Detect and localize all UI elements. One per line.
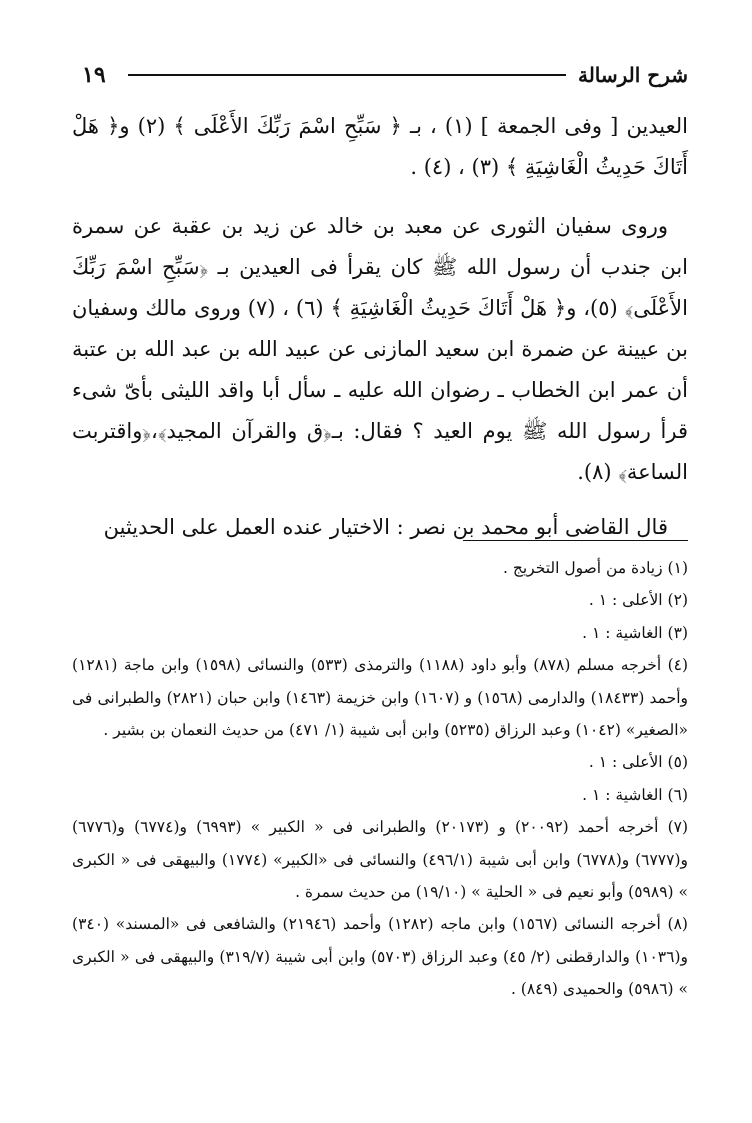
footnote-number: (٣) — [667, 623, 688, 642]
footnote-text: أخرجه النسائى (١٥٦٧) وابن ماجه (١٢٨٢) وأحمد (٢١٩٤٦) والشافعى فى «المسند» (٣٤٠) و(١٠٣٦) والدارقطنى (٢/ ٤٥) وعبد الرزاق (٥٧٠٣) وابن أبى شيبة (٣١٩/٧) والبيهقى فى « الكبرى » (٥٩٨٦) والحميدى (٨٤٩) . — [72, 915, 688, 999]
paragraph-1: العيدين [ وفى الجمعة ] (١) ، بـ ﴿ سَبِّحِ اسْمَ رَبِّكَ الأَعْلَى ﴾ (٢) و﴿ هَلْ أَتَاكَ حَدِيثُ الْغَاشِيَةِ ﴾ (٣) ، (٤) . — [72, 114, 689, 179]
footnotes — [72, 552, 688, 1006]
footnote-2 — [72, 584, 688, 616]
footnote-number: (٥) — [667, 753, 688, 772]
footnote-6 — [72, 779, 688, 811]
page-header — [82, 58, 688, 92]
footnote-number: (١) — [667, 559, 688, 577]
footnote-text: الغاشية : ١ . — [582, 785, 663, 804]
footnote-text: الأعلى : ١ . — [588, 591, 663, 610]
footnote-text: أخرجه مسلم (٨٧٨) وأبو داود (١١٨٨) والترمذى (٥٣٣) والنسائى (١٥٩٨) وابن ماجة (١٢٨١) وأحمد (١٨٤٣٣) والدارمى (١٥٦٨) و (١٦٠٧) وابن خزيمة (١٤٦٣) وابن حبان (٢٨٢١) والطبرانى فى «الصغير» (١٠٤٢) وعبد الرزاق (٥٢٣٥) وابن أبى شيبة (١/ ٤٧١) من حديث النعمان بن بشير . — [72, 656, 688, 740]
page-number: ١٩ — [82, 62, 106, 88]
footnote-number: (٦) — [667, 785, 688, 804]
footnote-8 — [72, 908, 688, 1005]
footnote-7 — [72, 811, 688, 908]
footnote-number: (٢) — [667, 591, 688, 610]
footnote-1 — [72, 552, 688, 584]
header-rule — [128, 74, 566, 76]
footnote-separator — [463, 540, 688, 541]
footnote-number: (٨) — [667, 915, 688, 934]
main-text — [72, 106, 688, 562]
footnote-number: (٤) — [667, 656, 689, 675]
running-title: شرح الرسالة — [577, 63, 688, 87]
footnote-text: الغاشية : ١ . — [582, 623, 663, 642]
footnote-text: أخرجه أحمد (٢٠٠٩٢) و (٢٠١٧٣) والطبرانى فى « الكبير » (٦٩٩٣) و(٦٧٧٤) و(٦٧٧٦) و(٦٧٧٧) و(٦٧٧٨) وابن أبى شيبة (٤٩٦/١) والنسائى فى «الكبير» (١٧٧٤) والبيهقى فى « الكبرى » (٥٩٨٩) وأبو نعيم فى « الحلية » (١٩/١٠) من حديث سمرة . — [72, 818, 688, 902]
footnote-3 — [72, 617, 688, 649]
paragraph-2: وروى سفيان الثورى عن معبد بن خالد عن زيد بن عقبة عن سمرة ابن جندب أن رسول الله ﷺ كان يقرأ فى العيدين بـ ﴿سَبِّحِ اسْمَ رَبِّكَ الأَعْلَى﴾ (٥)، و﴿ هَلْ أَتَاكَ حَدِيثُ الْغَاشِيَةِ ﴾ (٦) ، (٧) وروى مالك وسفيان بن عيينة عن ضمرة ابن سعيد المازنى عن عبيد الله بن عبد الله بن عتبة أن عمر ابن الخطاب ـ رضوان الله عليه ـ سأل أبا واقد الليثى بأىّ شىء قرأ رسول الله ﷺ يوم العيد ؟ فقال: بـ﴿ق والقرآن المجيد﴾،﴿واقتربت الساعة﴾ (٨). — [72, 214, 688, 484]
footnote-4 — [72, 649, 688, 746]
footnote-5 — [72, 746, 688, 778]
footnote-number: (٧) — [667, 818, 689, 837]
footnote-text: الأعلى : ١ . — [588, 753, 663, 772]
paragraph-3: قال القاضى أبو محمد بن نصر : الاختيار عنده العمل على الحديثين — [103, 515, 668, 539]
footnote-text: زيادة من أصول التخريج . — [503, 559, 663, 577]
